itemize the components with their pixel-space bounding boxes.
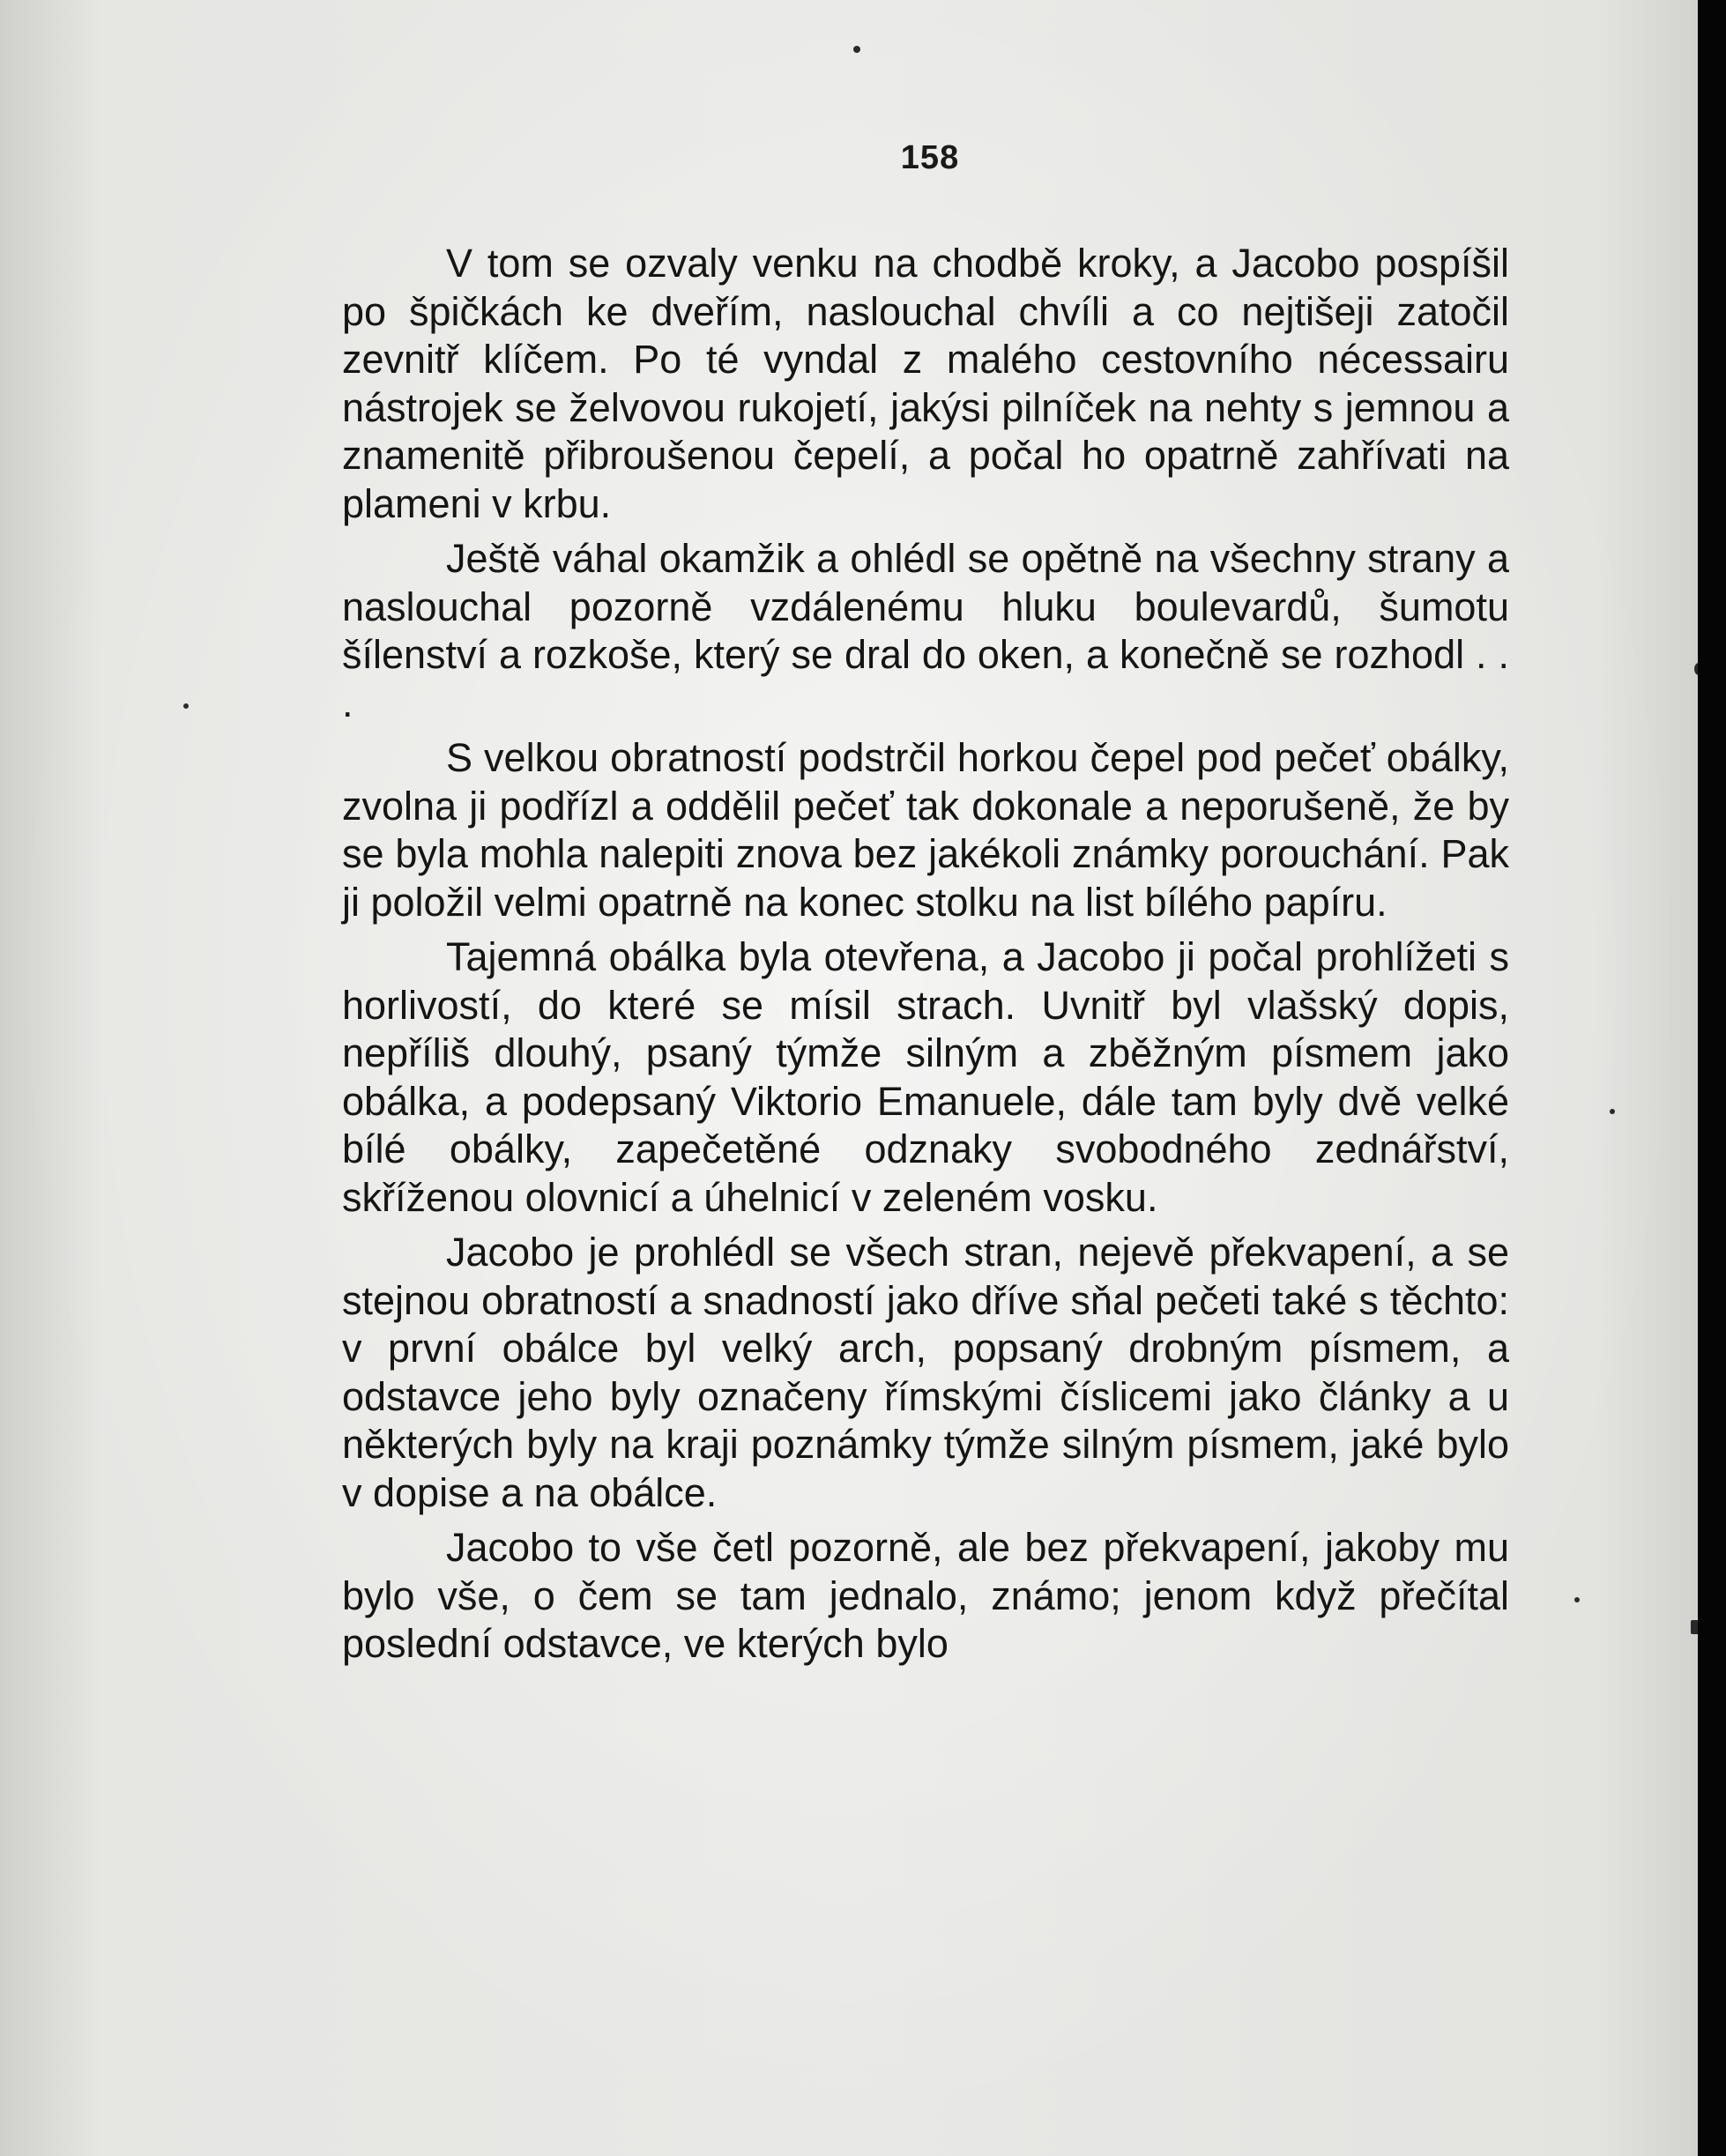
scan-border bbox=[1698, 0, 1726, 2156]
page-number: 158 bbox=[900, 139, 960, 176]
scan-speck bbox=[1691, 1620, 1698, 1634]
scan-speck bbox=[1574, 1597, 1580, 1602]
paragraph-3: S velkou obratností podstrčil horkou čepel pod pečeť obálky, zvolna ji podřízl a oddělil pečeť tak dokonale a neporušeně, že by se byla mohla nalepiti znova bez jakékoli známky porouchání. Pak ji položil velmi opatrně na konec stolku na list bílého papíru. bbox=[342, 735, 1509, 925]
paragraph-1: V tom se ozvaly venku na chodbě kroky, a Jacobo pospíšil po špičkách ke dveřím, naslouchal chvíli a co nejtišeji zatočil zevnitř klíčem. Po té vyndal z malého cestovního nécessairu nástrojek se želvovou rukojetí, jakýsi pilníček na nehty s jemnou a znamenitě přibroušenou čepelí, a počal ho opatrně zahřívati na plameni v krbu. bbox=[342, 241, 1509, 526]
paragraph-2: Ještě váhal okamžik a ohlédl se opětně na všechny strany a naslouchal pozorně vzdálenému hluku boulevardů, šumotu šílenství a rozkoše, který se dral do oken, a konečně se rozhodl . . . bbox=[342, 536, 1509, 725]
paragraph-4: Tajemná obálka byla otevřena, a Jacobo ji počal prohlížeti s horlivostí, do které se mísil strach. Uvnitř byl vlašský dopis, nepříliš dlouhý, psaný týmže silným a zběžným písmem jako obálka, a podepsaný Viktorio Emanuele, dále tam byly dvě velké bílé obálky, zapečetěné odznaky svobodného zednářství, skříženou olovnicí a úhelnicí v zeleném vosku. bbox=[342, 934, 1509, 1220]
scan-speck bbox=[1610, 1109, 1615, 1114]
paragraph-5: Jacobo je prohlédl se všech stran, nejevě překvapení, a se stejnou obratností a snadností jako dříve sňal pečeti také s těchto: v první obálce byl velký arch, popsaný drobným písmem, a odstavce jeho byly označeny římskými číslicemi jako články a u některých byly na kraji poznámky týmže silným písmem, jaké bylo v dopise a na obálce. bbox=[342, 1230, 1509, 1515]
scan-speck bbox=[853, 46, 860, 53]
paragraph-6: Jacobo to vše četl pozorně, ale bez překvapení, jakoby mu bylo vše, o čem se tam jednalo, známo; jenom když přečítal poslední odstavce, ve kterých bylo bbox=[342, 1525, 1509, 1666]
body-text bbox=[342, 240, 1509, 1676]
scan-speck bbox=[183, 703, 189, 709]
